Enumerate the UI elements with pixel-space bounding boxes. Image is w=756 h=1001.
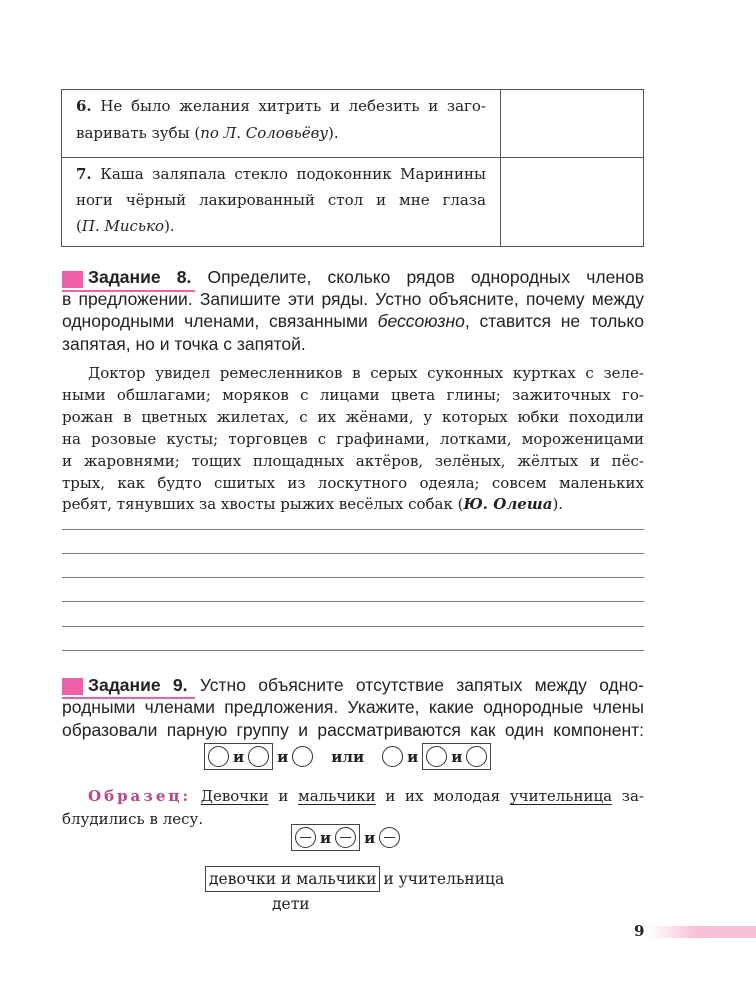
paired-group-box xyxy=(291,824,360,851)
passage-line xyxy=(62,408,644,426)
example-text: учительница xyxy=(509,787,613,805)
answer-line[interactable] xyxy=(62,577,644,578)
subject-circle-icon xyxy=(379,827,400,848)
conjunction: и xyxy=(364,828,376,847)
table-row-6-line xyxy=(76,124,486,142)
task-9-line xyxy=(88,675,644,696)
passage-text: на розовые кусты; торговцев с графинами, лотками, мороженицами xyxy=(62,430,644,448)
circle-icon xyxy=(208,746,229,767)
task-9-marker-icon xyxy=(62,678,83,695)
example-text xyxy=(191,787,201,805)
task-8-line xyxy=(62,289,644,310)
table-row-divider xyxy=(62,157,643,158)
example-line xyxy=(88,787,644,805)
passage-line xyxy=(62,452,644,470)
task-9-text: образовали парную группу и рассматриваются как один компонент: xyxy=(62,720,644,740)
passage-line xyxy=(62,430,644,448)
passage-text: трых, как будто сшитых из лоскутного одеяла; совсем маленьких xyxy=(62,474,644,492)
conjunction: и xyxy=(277,747,289,766)
answer-line[interactable] xyxy=(62,553,644,554)
subject-circle-icon xyxy=(295,827,316,848)
table-row-6-text: 6. xyxy=(76,97,92,115)
scheme-diagram xyxy=(204,743,491,770)
conjunction: и xyxy=(320,828,332,847)
table-row-6-text: по Л. Соловьёву xyxy=(200,124,329,142)
example-text: мальчики xyxy=(298,787,376,805)
page-number: 9 xyxy=(634,922,645,940)
task-9-text: Задание 9. xyxy=(88,675,188,695)
sample-scheme-words xyxy=(205,866,504,892)
table-row-7-text: Каша заляпала стекло подоконник Маринины xyxy=(91,165,486,183)
task-9-text: Устно объясните отсутствие запятых между одно- xyxy=(187,675,644,695)
passage-line xyxy=(62,386,644,404)
table-row-7-text: 7. xyxy=(76,165,92,183)
table-row-7-line xyxy=(76,217,486,235)
task-8-text: запятая, но и точка с запятой. xyxy=(62,334,306,354)
page-number-bar xyxy=(648,926,756,938)
circle-icon xyxy=(292,746,313,767)
passage-text: ными обшлагами; моряков с лицами цвета глины; зажиточных го- xyxy=(62,386,644,404)
circle-icon xyxy=(382,746,403,767)
example-text: Девочки xyxy=(200,787,269,805)
answer-line[interactable] xyxy=(62,650,644,651)
passage-text: Ю. Олеша xyxy=(463,495,553,513)
circle-icon xyxy=(248,746,269,767)
task-8-text: однородными членами, связанными xyxy=(62,311,378,331)
task-8-line xyxy=(62,311,644,332)
table-row-7-line xyxy=(76,191,486,209)
conjunction: и xyxy=(451,747,463,766)
task-8-text: Определите, сколько рядов однородных членов xyxy=(191,267,644,287)
passage-line xyxy=(62,474,644,492)
task-9-line xyxy=(62,720,644,741)
passage-text: ). xyxy=(552,495,564,513)
task-8-text: , ставится не только xyxy=(464,311,644,331)
paired-group-words: девочки и мальчики xyxy=(205,866,380,892)
circle-icon xyxy=(426,746,447,767)
paired-group-box xyxy=(422,743,491,770)
table-row-6-text: Не было желания хитрить и лебезить и заго- xyxy=(91,97,486,115)
task-8-text: бессоюзно xyxy=(377,311,465,331)
task-9-line xyxy=(62,697,644,718)
table-row-7-text: ноги чёрный лакированный стол и мне глаза xyxy=(76,191,486,209)
passage-line xyxy=(62,495,644,513)
table-row-6-text: варивать зубы ( xyxy=(76,124,201,142)
scheme-label: дети xyxy=(272,895,310,913)
passage-text: и жаровнями; тощих площадных актёров, зелёных, жёлтых и пёс- xyxy=(62,452,644,470)
table-row-7-line xyxy=(76,165,486,183)
conjunction-or: или xyxy=(331,747,365,766)
table-row-7-text: ). xyxy=(164,217,175,235)
answer-line[interactable] xyxy=(62,626,644,627)
table-row-6-line xyxy=(76,97,486,115)
passage-text: Доктор увидел ремесленников в серых суконных куртках с зеле- xyxy=(88,364,644,382)
table-row-6-text: ). xyxy=(328,124,339,142)
task-8-line xyxy=(88,267,644,288)
task-8-marker-icon xyxy=(62,271,83,288)
example-text: Образец: xyxy=(88,787,192,805)
task-9-text: родными членами предложения. Укажите, какие однородные члены xyxy=(62,697,644,717)
example-text: за- xyxy=(612,787,644,805)
sample-scheme-diagram xyxy=(291,824,400,851)
task-8-text: в предложении. Запишите эти ряды. Устно объясните, почему между xyxy=(62,289,644,309)
conjunction: и xyxy=(233,747,245,766)
example-text: блудились в лесу. xyxy=(62,810,204,828)
passage-text: ребят, тянувших за хвосты рыжих весёлых собак ( xyxy=(62,495,464,513)
answer-line[interactable] xyxy=(62,601,644,602)
table-column-divider xyxy=(500,90,501,246)
paired-group-box xyxy=(204,743,273,770)
example-line xyxy=(62,810,644,828)
answer-line[interactable] xyxy=(62,529,644,530)
table-row-7-text: ( xyxy=(76,217,82,235)
rest-words: и учительница xyxy=(383,870,505,888)
conjunction: и xyxy=(407,747,419,766)
passage-text: рожан в цветных жилетах, с их жёнами, у которых юбки походили xyxy=(62,408,644,426)
circle-icon xyxy=(466,746,487,767)
table-row-7-text: П. Мисько xyxy=(81,217,165,235)
passage-line xyxy=(88,364,644,382)
task-8-line xyxy=(62,334,644,355)
example-text: и xyxy=(268,787,299,805)
example-text: и их молодая xyxy=(375,787,510,805)
subject-circle-icon xyxy=(335,827,356,848)
task-8-text: Задание 8. xyxy=(88,267,192,287)
